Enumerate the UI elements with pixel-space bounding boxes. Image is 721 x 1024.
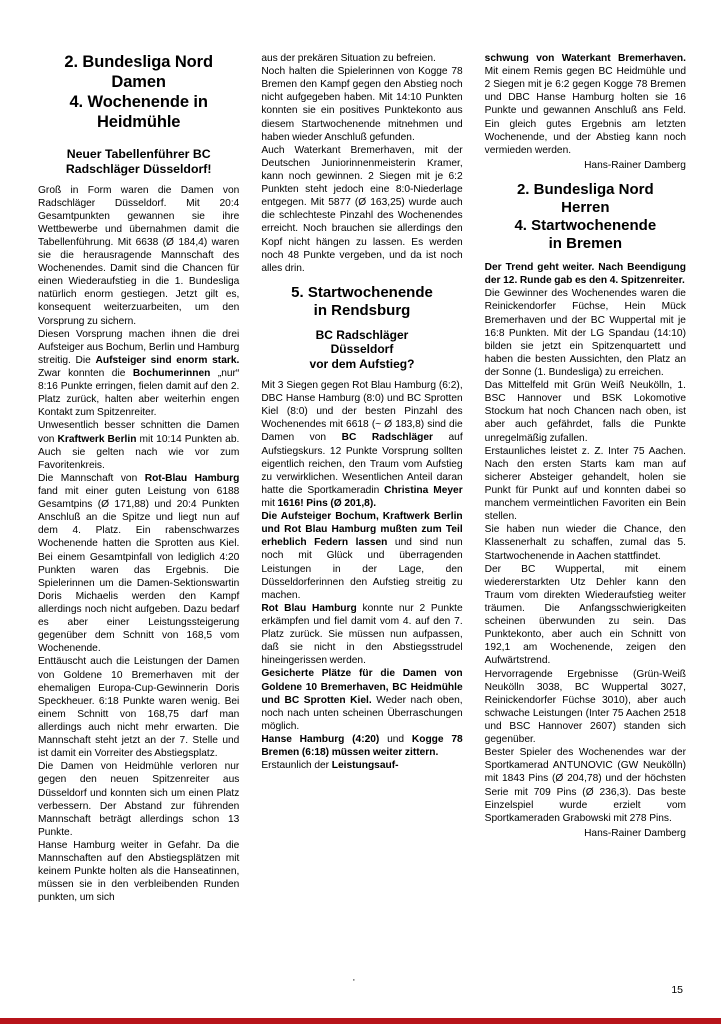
text-run-bold: BC Radschläger	[341, 432, 433, 444]
text-run-bold: Kogge 78 Bremen (6:18) müssen weiter zittern.	[261, 733, 463, 759]
section-subheading-line1: BC Radschläger	[315, 327, 409, 342]
paragraph: Der BC Wuppertal, mit einem wiedererstarkten Utz Dehler kann den Traum vom direkten Wiederaufstieg weiter träumen. Die Anfangsschwierigkeiten scheinen überwunden zu sein. Das Punktekonto, aber auch ein Schnitt von 192,1 am Wochenende, zeigen den Aufwärtstrend.	[484, 563, 686, 667]
text-run-bold: Rot-Blau Hamburg	[144, 472, 240, 484]
paragraph: Hanse Hamburg weiter in Gefahr. Da die Mannschaften auf den Abstiegsplätzen mit keinem Punkte holten als die Hanseatinnen, müssen sie in den verbleibenden Runden punkten, um sich	[38, 839, 240, 904]
section-heading-line2: Herren	[561, 199, 610, 217]
byline: Hans-Rainer Damberg	[584, 159, 686, 171]
paragraph: Die Damen von Heidmühle verloren nur gegen den neuen Spitzenreiter aus Düsseldorf und konnten sich um einen Platz verbessern. Der Abstand zur führenden Mannschaft beträgt allerdings schon 13 Punkte.	[38, 761, 240, 838]
text-run: konnte nur 2 Punkte erkämpfen und fiel damit vom 4. auf den 7. Platz zurück. Sie müssen nun aufpassen, daß sie nicht in den Abstiegsstrudel hineingerissen werden.	[261, 602, 463, 667]
paragraph	[261, 733, 462, 759]
article-subhead	[38, 147, 239, 177]
text-run-bold: Gesicherte Plätze für die Damen von Goldene 10 Bremerhaven, BC Heidmühle und BC Sprotten Kiel.	[261, 668, 463, 706]
page-number: 15	[671, 984, 683, 996]
paragraph	[261, 510, 462, 602]
text-run: Zwar konnten die	[38, 368, 133, 380]
paragraph: Bester Spieler des Wochenendes war der Sportkamerad ANTUNOVIC (GW Neukölln) mit 1843 Pins (Ø 204,78) und der höchsten Serie mit 709 Pins (Ø 236,3). Das beste Einzelspiel wurde erzielt vom Sportkameraden Grabowski mit 278 Pins.	[484, 747, 686, 824]
text-run: mit	[261, 498, 278, 510]
text-run-bold: Die Aufsteiger Bochum, Kraftwerk Berlin und Rot Blau Hamburg mußten zum Teil erheblich Federn lassen	[261, 511, 463, 549]
paragraph: Das Mittelfeld mit Grün Weiß Neukölln, 1. BSC Hannover und BSK Lokomotive Stockum hat noch Chancen nach oben, ist aber auch gefährdet, falls die Punkte unregelmäßig zufallen.	[484, 380, 686, 444]
section-heading-line4: in Bremen	[548, 235, 622, 253]
text-run-bold: schwung von Waterkant Bremerhaven.	[484, 53, 686, 64]
text-run: und	[379, 733, 412, 745]
paragraph	[261, 602, 462, 668]
text-run-bold: Aufsteiger sind enorm stark.	[95, 354, 240, 366]
paragraph: Noch halten die Spielerinnen von Kogge 78 Bremen den Kampf gegen den Abstieg noch nicht aufgegeben haben. Mit 14:10 Punkten konnten sie ein positives Punktekonto aus diesem Startwochenende mitnehmen und haben wieder Anschluß gefunden.	[261, 66, 463, 143]
article-subhead-line2: Radschläger Düsseldorf!	[65, 161, 212, 176]
paragraph: Sie haben nun wieder die Chance, den Klassenerhalt zu schaffen, zumal das 5. Startwochenende in Aachen stattfindet.	[484, 524, 686, 562]
paragraph	[485, 52, 686, 157]
text-run: und sind nun noch mit Glück und überragenden Leistungen in der Lage, den Düsseldorferinnen den Aufstieg streitig zu machen.	[261, 537, 463, 601]
paragraph	[38, 472, 239, 656]
text-run: Die Mannschaft von	[38, 472, 145, 484]
text-run: Unwesentlich besser schnitten die Damen von	[38, 420, 240, 445]
text-run: „nur“ 8:16 Punkte erringen, fielen damit auf den 2. Platz zurück, halten aber weiterhin engen Kontakt zum Spitzenreiter.	[38, 368, 240, 419]
ornament-dot: ·	[352, 974, 356, 986]
text-run-bold: 1616! Pins (Ø 201,8).	[277, 498, 377, 510]
text-run-bold: Christina Meyer	[384, 484, 463, 496]
paragraph: Auch Waterkant Bremerhaven, mit der Deutschen Juniorinnenmeisterin Kramer, kann noch gewinnen. 2 Siegen mit je 6:2 Punkten steht jedoch eine 8:0-Niederlage entgegen. Mit 5877 (Ø 163,25) wurde auch die schlechteste Pinzahl des Wochenendes erreicht. Noch brauchen sie allerdings den Kopf nicht hängen zu lassen. Es werden noch 48 Punkte vergeben, und da ist noch alles drin.	[261, 144, 463, 274]
text-run: Mit einem Remis gegen BC Heidmühle und 2 Siegen mit je 6:2 gegen Kogge 78 Bremen und DBC Hanse Hamburg holten sie 16 Punkte und gewannen Anschluß ans Feld. Ein gleich gutes Ergebnis am letzten Wochenende, und der Abstieg kann noch vermieden werden.	[484, 66, 686, 156]
section-heading-line1: 2. Bundesliga Nord	[516, 181, 654, 199]
three-column-layout	[38, 52, 686, 982]
paragraph: Enttäuscht auch die Leistungen der Damen von Goldene 10 Bremerhaven mit der ehemaligen Europa-Cup-Gewinnerin Doris Speckheuer. 6:18 Punkte waren wenig. Bei einem Schnitt von 168,75 darf man allerdings auch nicht mehr erwarten. Die Mannschaft steht jetzt an der 7. Stelle und ist damit ein Vorreiter des Abstiegsplatz.	[38, 656, 240, 760]
paragraph	[261, 379, 462, 510]
text-run-bold: Bochumerinnen	[132, 368, 211, 380]
text-run-bold: Hanse Hamburg (4:20)	[261, 733, 380, 745]
article-title	[38, 52, 239, 133]
text-run: Diesen Vorsprung machen ihnen die drei Aufsteiger aus Bochum, Berlin und Hamburg streitig. Die	[38, 328, 240, 366]
section-heading-line1: 5. Startwochenende	[291, 283, 433, 301]
paragraph: aus der prekären Situation zu befreien.	[261, 53, 436, 64]
text-run: Mit 3 Siegen gegen Rot Blau Hamburg (6:2), DBC Hanse Hamburg (8:0) und BC Sprotten Kiel (8:0) und der besten Pinzahl des Wochenendes mit 6618 (~ Ø 183,8) sind die Damen von	[261, 380, 463, 444]
paragraph	[261, 759, 462, 772]
text-run-bold: Leistungsauf-	[331, 760, 399, 772]
article-subhead-line1: Neuer Tabellenführer BC	[66, 146, 211, 161]
text-run: mit 10:14 Punkten ab. Auch sie gelten nach wie vor zum Favoritenkreis.	[38, 433, 240, 471]
bottom-accent-rule	[0, 1018, 721, 1024]
text-run: Weder nach oben, noch nach unten scheinen Überraschungen möglich.	[261, 694, 463, 732]
section-subheading-line3: vor dem Aufstieg?	[309, 356, 415, 371]
section-subheading-line2: Düsseldorf	[330, 342, 394, 357]
section-heading-line2: in Rendsburg	[313, 301, 411, 319]
byline: Hans-Rainer Damberg	[584, 827, 686, 839]
paragraph	[38, 328, 239, 420]
text-run-bold: Kraftwerk Berlin	[57, 433, 137, 445]
text-run: auf Aufstiegskurs. 12 Punkte Vorsprung sollten eigentlich reichen, den Traum vom Aufstieg zu verwirklichen. Wesentlichen Anteil daran hatte die Sportkameradin	[261, 432, 463, 496]
text-run-bold: Rot Blau Hamburg	[261, 602, 357, 614]
paragraph: Hervorragende Ergebnisse (Grün-Weiß Neukölln 3038, BC Wuppertal 3027, Reinickendorfer Füchse 3010), aber auch schwache Leistungen (Inter 75 Aachen 2518 und BSC Hannover 2607) standen sich gegenüber.	[484, 668, 686, 746]
article-content	[38, 52, 686, 982]
lead-paragraph: Der Trend geht weiter. Nach Beendigung der 12. Runde gab es den 4. Spitzenreiter.	[484, 262, 686, 287]
text-run: Erstaunlich der	[261, 760, 332, 772]
article-title-line1: 2. Bundesliga Nord Damen	[64, 53, 213, 92]
section-subheading	[261, 328, 462, 371]
paragraph	[261, 667, 462, 733]
section-heading	[485, 181, 686, 253]
text-run: fand mit einer guten Leistung von 6188 Gesamtpins (Ø 171,88) und 20:4 Punkten Anschluß an die Spitze und liegt nun auf dem 4. Platz. Ein rabenschwarzes Wochenende hatten die Sprotten aus Kiel. Bei einem Gesamtpinfall von lediglich 4:20 Punkten waren das Ergebnis. Die Spielerinnen um die Damen-Sektionswartin Doris Michaelis werden den Kampf allerdings noch nicht aufgeben. Dazu bedarf es aber einer Leistungssteigerung gegenüber dem Schnitt von 168,5 vom Wochenende.	[38, 486, 240, 655]
section-heading	[261, 284, 462, 320]
paragraph: Erstaunliches leistet z. Z. Inter 75 Aachen. Nach den ersten Starts kam man auf sicherer Absteiger gehandelt, holen sie Punkt für Punkt auf und konnten dabei so manchem vermeintlichen Favoriten ein Bein stellen.	[484, 445, 686, 523]
section-heading-line3: 4. Startwochenende	[514, 217, 657, 235]
paragraph: Groß in Form waren die Damen von Radschläger Düsseldorf. Mit 20:4 Gesamtpunkten gewannen sie ihre Wettbewerbe und übernahmen damit die Tabellenführung. Mit 6638 (Ø 184,4) waren sie die herausragende Mannschaft des Wochenendes. Damit sind die Chancen für einen Wiederaufstieg in die 1. Bundesliga natürlich enorm gestiegen. Jetzt gilt es, konsequent weiterzuarbeiten, um den Vorsprung zu sichern.	[38, 184, 240, 327]
paragraph	[38, 419, 239, 471]
article-title-line2: 4. Wochenende in Heidmühle	[69, 93, 208, 132]
paragraph: Die Gewinner des Wochenendes waren die Reinickendorfer Füchse, Hein Mück Bremerhaven und der BC Wuppertal mit je 16:8 Punkten. Mit der LG Spandau (14:10) bilden sie jetzt ein Spitzenquartett und haben die besten Aussichten, den Platz an der Sonne (1. Bundesliga) zu erreichen.	[484, 288, 686, 378]
